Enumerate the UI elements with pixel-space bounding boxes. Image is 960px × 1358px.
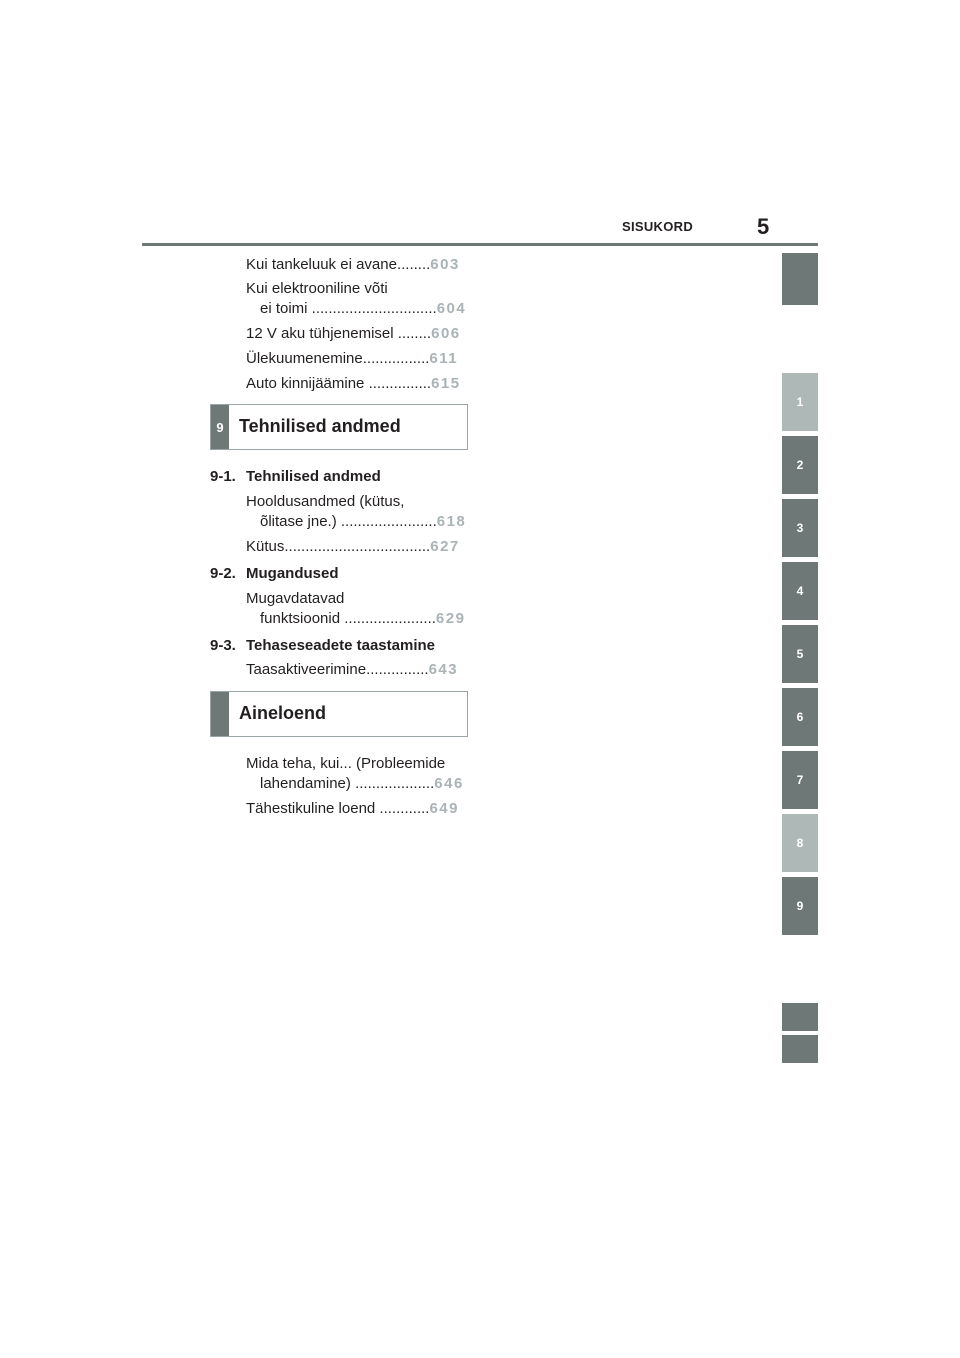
toc-leader: ........: [393, 325, 432, 342]
header-divider: [142, 243, 818, 246]
toc-entry-label: ei toimi: [260, 300, 308, 317]
toc-leader: .......................: [336, 513, 437, 530]
toc-page-ref[interactable]: 646: [434, 775, 464, 792]
toc-entry-label: Kütus: [246, 538, 285, 555]
side-tab-2[interactable]: 2: [782, 436, 818, 494]
toc-entry[interactable]: [246, 300, 466, 318]
toc-leader: ............: [375, 800, 430, 817]
toc-entry-label: Ülekuumenemine: [246, 350, 363, 367]
toc-leader: ...................................: [284, 538, 431, 555]
side-tab-6[interactable]: 6: [782, 688, 818, 746]
toc-page-ref[interactable]: 629: [435, 610, 466, 627]
subsection-title: Mugandused: [246, 565, 339, 582]
toc-entry-label: funktsioonid: [260, 610, 341, 627]
toc-leader: ...................: [350, 775, 435, 792]
toc-leader: ..............................: [307, 300, 437, 317]
subsection-number: 9-3.: [210, 637, 236, 654]
side-tab-8[interactable]: 8: [782, 814, 818, 872]
toc-entry-label-line: Mugavdatavad: [246, 590, 345, 607]
subsection-heading: [210, 468, 381, 486]
side-tab-9[interactable]: 9: [782, 877, 818, 935]
subsection-heading: [210, 565, 339, 583]
toc-leader: ................: [362, 350, 430, 367]
side-tab-7[interactable]: 7: [782, 751, 818, 809]
toc-entry[interactable]: [246, 661, 466, 679]
index-header-box: [210, 691, 468, 737]
toc-entry-label-line: Mida teha, kui... (Probleemide: [246, 755, 446, 772]
toc-entry-label: Auto kinnijäämine: [246, 375, 365, 392]
toc-entry-label: Taasaktiveerimine: [246, 661, 367, 678]
toc-entry-label: Tähestikuline loend: [246, 800, 376, 817]
side-tab-4[interactable]: 4: [782, 562, 818, 620]
toc-entry-label: Kui tankeluuk ei avane: [246, 256, 397, 273]
toc-entry[interactable]: [246, 375, 466, 393]
subsection-title: Tehaseseadete taastamine: [246, 637, 435, 654]
section-9-header-box: [210, 404, 468, 450]
toc-leader: ...............: [366, 661, 429, 678]
toc-entry-label: õlitase jne.): [260, 513, 337, 530]
toc-page-ref[interactable]: 618: [436, 513, 466, 530]
toc-entry[interactable]: [246, 325, 466, 343]
toc-leader: ........: [396, 256, 431, 273]
subsection-number: 9-1.: [210, 468, 236, 485]
toc-page-ref[interactable]: 643: [428, 661, 459, 678]
side-tab-1[interactable]: 1: [782, 373, 818, 431]
toc-entry-label-line: Kui elektrooniline võti: [246, 280, 388, 297]
section-title: Tehnilised andmed: [239, 416, 401, 436]
toc-leader: ...............: [364, 375, 432, 392]
side-tab-alphabetical[interactable]: [782, 1035, 818, 1063]
toc-page-ref[interactable]: 649: [429, 800, 459, 817]
toc-entry[interactable]: [246, 800, 466, 818]
chapter-title: SISUKORD: [622, 219, 694, 234]
toc-page-ref[interactable]: 603: [430, 256, 460, 273]
toc-page-ref[interactable]: 604: [436, 300, 466, 317]
toc-entry-label-line: Hooldusandmed (kütus,: [246, 493, 405, 510]
toc-entry[interactable]: [246, 775, 466, 793]
page-number: 5: [757, 214, 770, 239]
section-tab-9: 9: [211, 405, 229, 449]
side-tab-3[interactable]: 3: [782, 499, 818, 557]
toc-page-ref[interactable]: 606: [431, 325, 461, 342]
toc-entry[interactable]: [246, 610, 466, 628]
subsection-number: 9-2.: [210, 565, 236, 582]
toc-page-ref[interactable]: 615: [431, 375, 461, 392]
toc-entry-label: 12 V aku tühjenemisel: [246, 325, 394, 342]
subsection-heading: [210, 637, 435, 655]
toc-page-ref[interactable]: 627: [430, 538, 460, 555]
side-tab-contents[interactable]: [782, 253, 818, 305]
toc-entry[interactable]: [246, 538, 466, 556]
subsection-title: Tehnilised andmed: [246, 468, 381, 485]
toc-entry[interactable]: [246, 256, 466, 274]
toc-page-ref[interactable]: 611: [429, 350, 459, 367]
index-tab: [211, 692, 229, 736]
side-tab-index[interactable]: [782, 1003, 818, 1031]
side-tab-5[interactable]: 5: [782, 625, 818, 683]
toc-entry[interactable]: [246, 350, 466, 368]
toc-entry[interactable]: [246, 513, 466, 531]
toc-leader: ......................: [340, 610, 436, 627]
section-title: Aineloend: [239, 703, 327, 723]
toc-entry-label: lahendamine): [260, 775, 351, 792]
